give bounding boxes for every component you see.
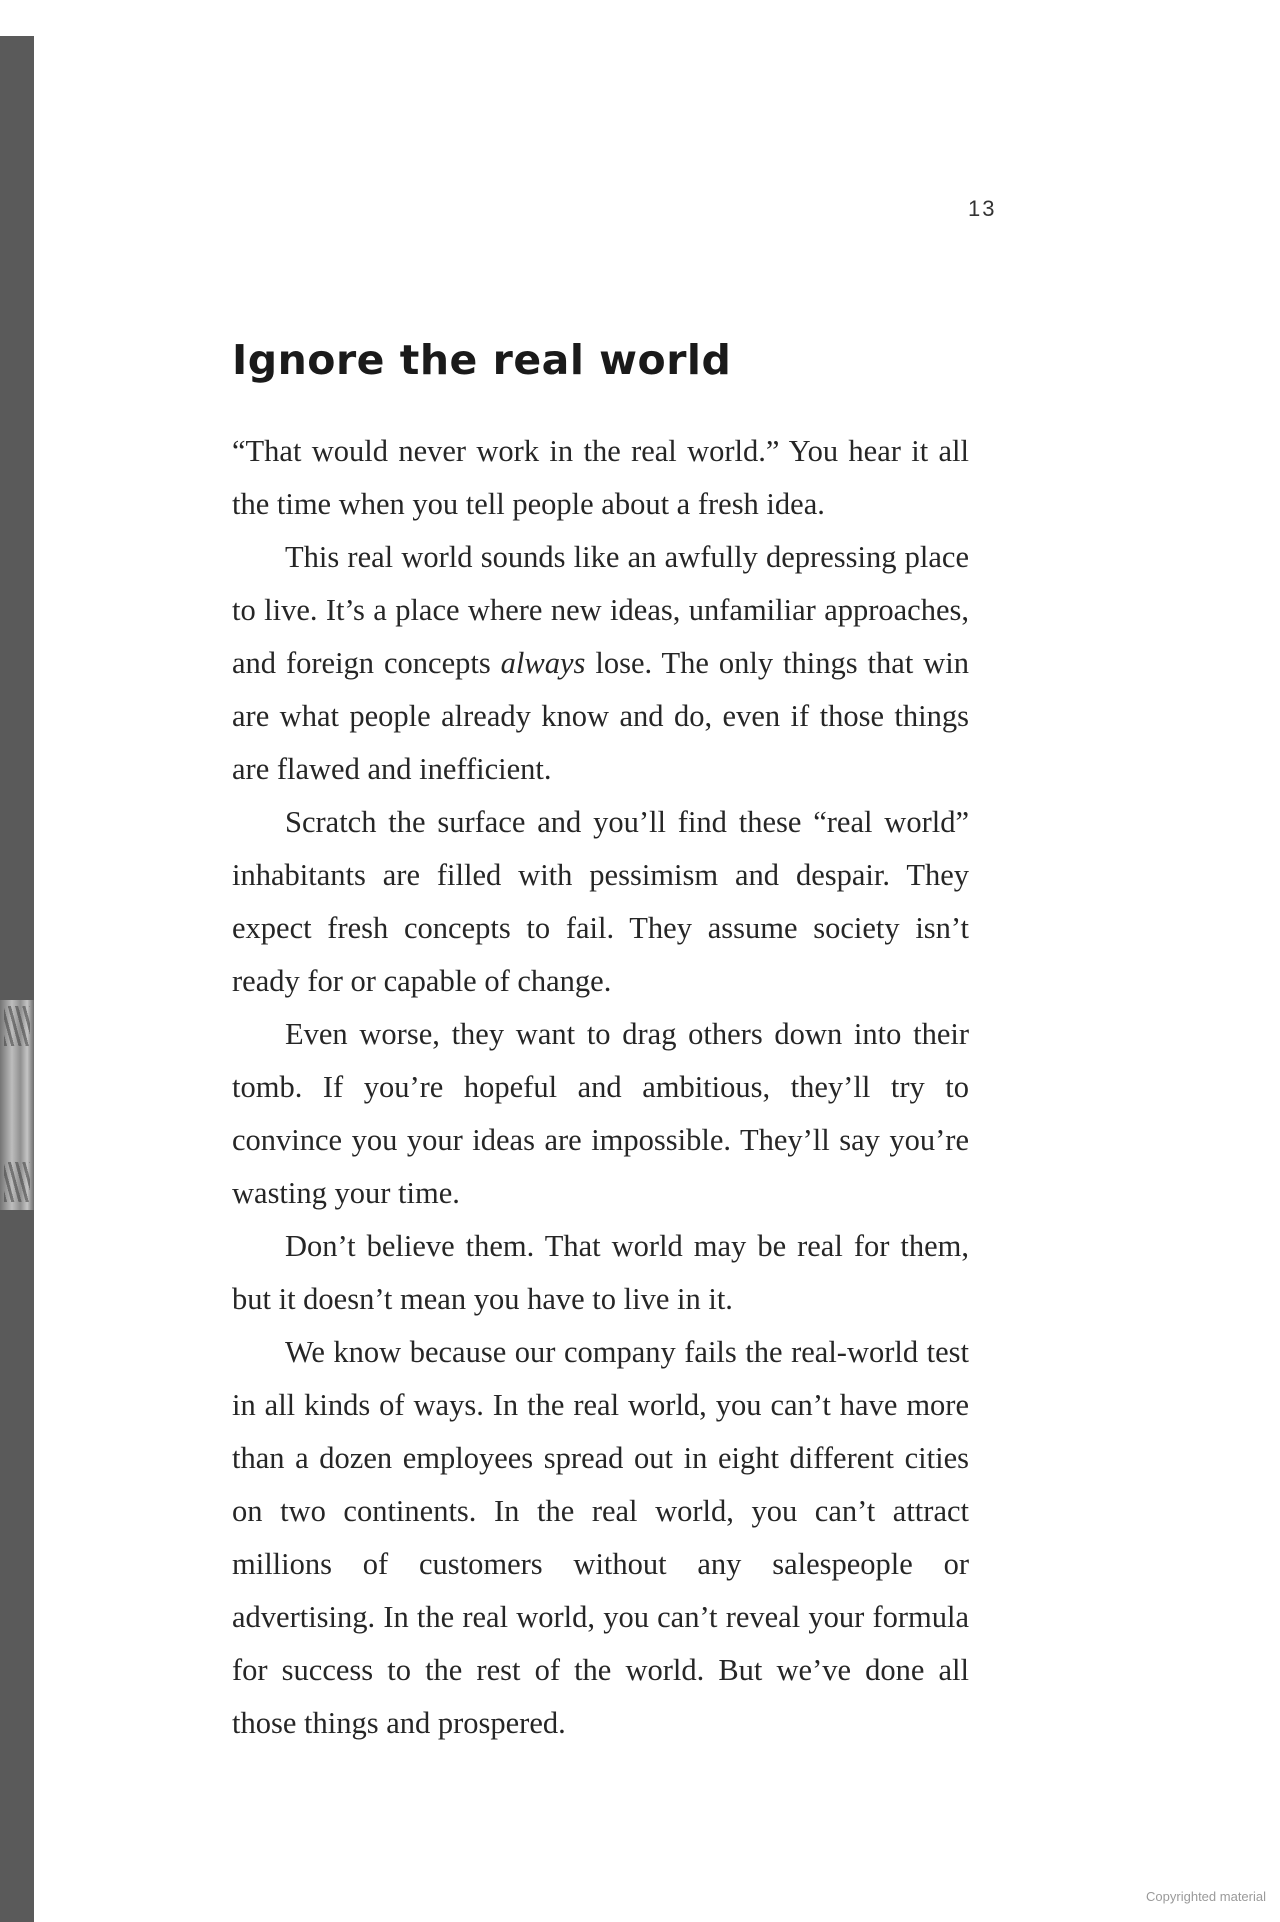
paragraph-text: This real world sounds like an awfully depressing place to live. It’s a place where new ideas, unfamiliar approaches, and foreign concepts xyxy=(232,540,969,680)
paragraph-3 xyxy=(232,796,969,1008)
book-spine-edge xyxy=(0,36,34,1922)
paragraph-text: Don’t believe them. That world may be real for them, but it doesn’t mean you have to live in it. xyxy=(232,1229,969,1316)
paragraph-text: lose. The only things that win are what people already know and do, even if those things are flawed and inefficient. xyxy=(232,646,969,786)
paragraph-text: Even worse, they want to drag others down into their tomb. If you’re hopeful and ambitious, they’ll try to convince you your ideas are impossible. They’ll say you’re wasting your time. xyxy=(232,1017,969,1210)
paragraph-2 xyxy=(232,531,969,796)
chapter-title: Ignore the real world xyxy=(232,336,732,384)
paragraph-1 xyxy=(232,425,969,531)
paragraph-6 xyxy=(232,1326,969,1750)
copyright-notice: Copyrighted material xyxy=(1146,1889,1266,1904)
emphasis-always: always xyxy=(500,646,586,680)
page-number: 13 xyxy=(968,196,997,221)
paragraph-text: Scratch the surface and you’ll find these “real world” inhabitants are filled with pessimism and despair. They expect fresh concepts to fail. They assume society isn’t ready for or capable of change. xyxy=(232,805,969,998)
paragraph-4 xyxy=(232,1008,969,1220)
paragraph-text: We know because our company fails the real-world test in all kinds of ways. In the real world, you can’t have more than a dozen employees spread out in eight different cities on two continents. In the real world, you can’t attract millions of customers without any salespeople or advertising. In the real world, you can’t reveal your formula for success to the rest of the world. But we’ve done all those things and prospered. xyxy=(232,1335,969,1740)
spine-scan-artifact xyxy=(0,1000,34,1210)
paragraph-text: “That would never work in the real world.” You hear it all the time when you tell people about a fresh idea. xyxy=(232,434,969,521)
paragraph-5 xyxy=(232,1220,969,1326)
body-text xyxy=(232,425,969,1750)
